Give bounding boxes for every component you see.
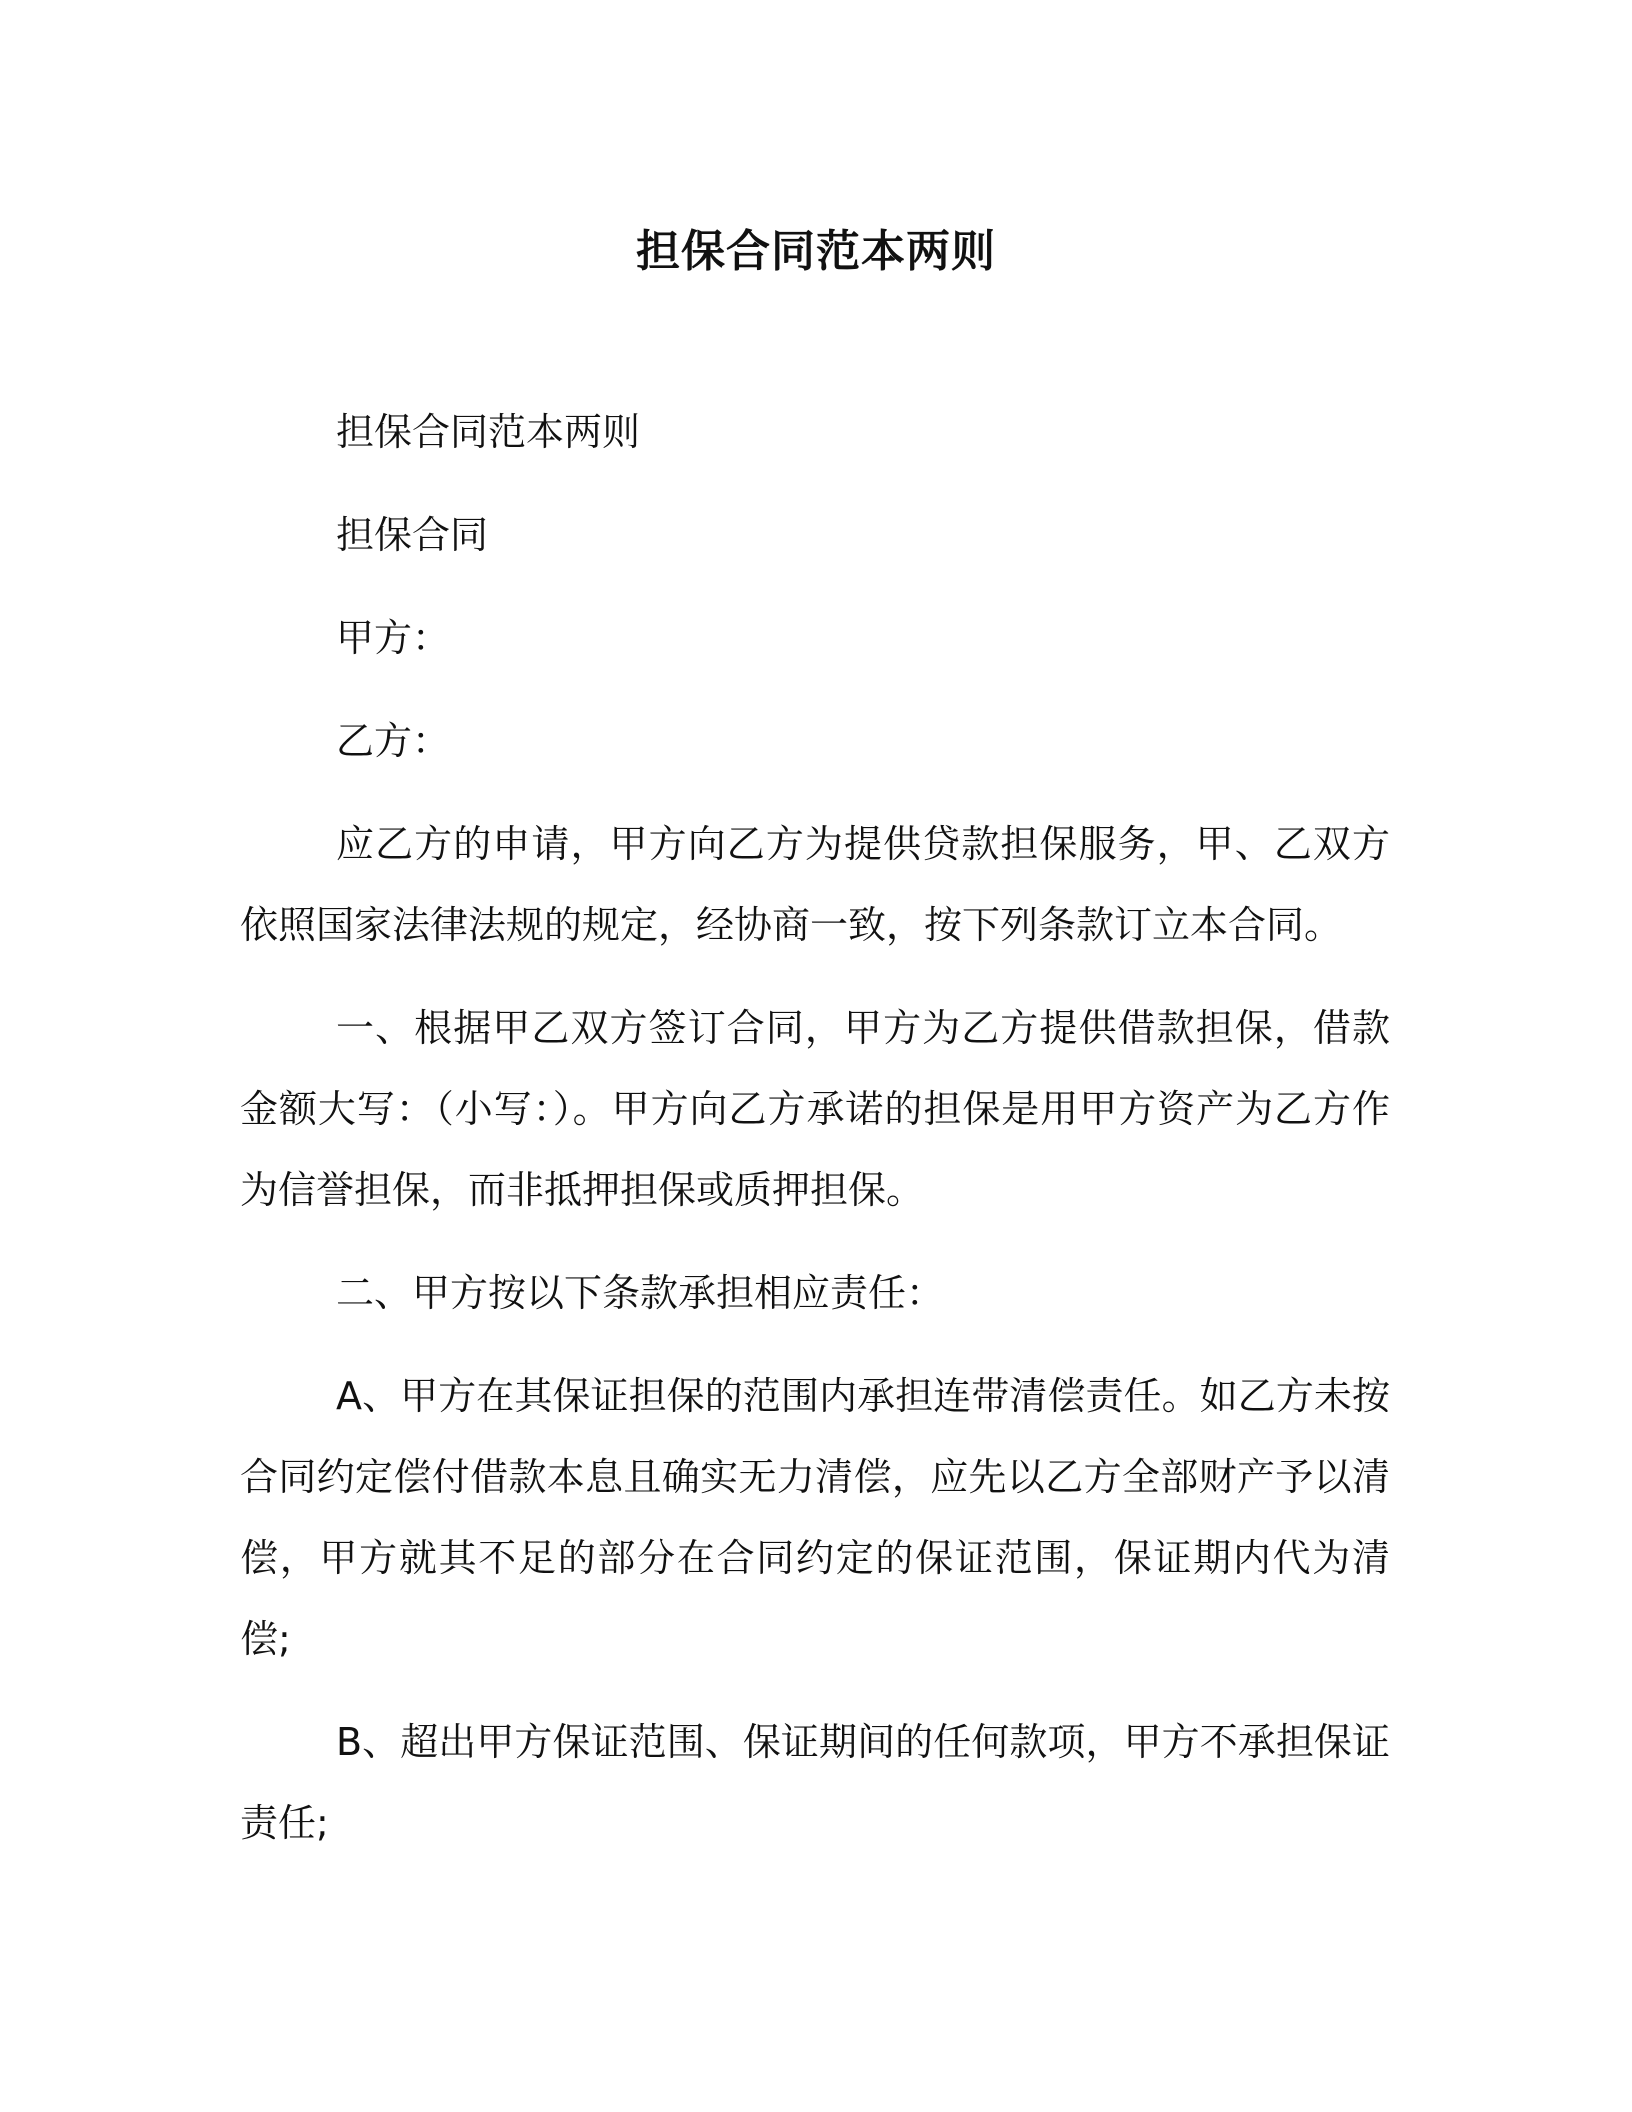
- paragraph-clause-2b: B、超出甲方保证范围、保证期间的任何款项，甲方不承担保证责任;: [240, 1720, 1390, 1845]
- paragraph-clause-2a: A、甲方在其保证担保的范围内承担连带清偿责任。如乙方未按合同约定偿付借款本息且确实无力清偿，应先以乙方全部财产予以清偿，甲方就其不足的部分在合同约定的保证范围，保证期内代为清偿;: [240, 1374, 1390, 1661]
- paragraph-party-a: 甲方：: [336, 616, 451, 660]
- paragraph-contract-name: 担保合同: [336, 513, 489, 557]
- document-body: [240, 392, 1390, 1886]
- paragraph-preamble: 应乙方的申请，甲方向乙方为提供贷款担保服务，甲、乙双方依照国家法律法规的规定，经协商一致，按下列条款订立本合同。: [240, 822, 1390, 947]
- document-title: 担保合同范本两则: [636, 226, 996, 277]
- paragraph-clause-1: 一、根据甲乙双方签订合同，甲方为乙方提供借款担保，借款金额大写：（小写：）。甲方向乙方承诺的担保是用甲方资产为乙方作为信誉担保，而非抵押担保或质押担保。: [240, 1006, 1390, 1212]
- paragraph-clause-2: 二、甲方按以下条款承担相应责任：: [336, 1271, 945, 1315]
- paragraph-heading: 担保合同范本两则: [336, 410, 641, 454]
- paragraph-party-b: 乙方：: [336, 719, 451, 763]
